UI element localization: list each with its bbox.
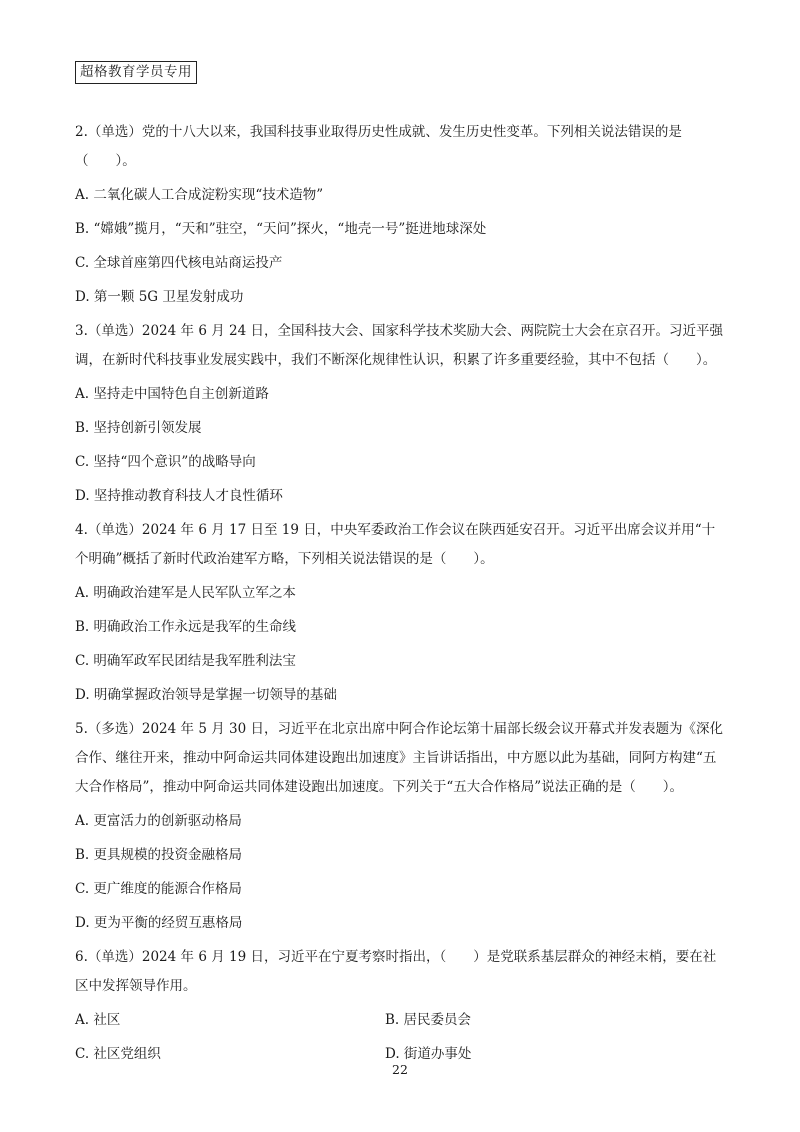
- question-6-option-c: C. 社区党组织: [75, 1046, 161, 1062]
- question-5-stem-line-1: 5.（多选）2024 年 5 月 30 日，习近平在北京出席中阿合作论坛第十届部长级会议开幕式并发表题为《深化: [75, 721, 723, 737]
- question-5-option-b: B. 更具规模的投资金融格局: [75, 847, 243, 863]
- question-4-option-a: A. 明确政治建军是人民军队立军之本: [75, 585, 296, 601]
- question-3-stem-line-1: 3.（单选）2024 年 6 月 24 日，全国科技大会、国家科学技术奖励大会、两院院士大会在京召开。习近平强: [75, 323, 723, 339]
- question-5-option-a: A. 更富活力的创新驱动格局: [75, 813, 242, 829]
- question-4-stem-line-2: 个明确”概括了新时代政治建军方略，下列相关说法错误的是（ ）。: [75, 551, 494, 567]
- question-5-stem-line-3: 大合作格局”，推动中阿命运共同体建设跑出加速度。下列关于“五大合作格局”说法正确的是（ ）。: [75, 779, 683, 795]
- question-2-stem-line-1: 2.（单选）党的十八大以来，我国科技事业取得历史性成就、发生历史性变革。下列相关说法错误的是: [75, 124, 682, 140]
- question-list: [75, 123, 735, 1079]
- question-2-stem-line-2: （ ）。: [75, 153, 136, 169]
- question-6: [75, 948, 735, 1063]
- question-3-option-b: B. 坚持创新引领发展: [75, 420, 202, 436]
- question-6-option-row-2: [75, 1045, 735, 1063]
- header-tag: 超格教育学员专用: [75, 61, 197, 84]
- question-5-stem-line-2: 合作、继往开来，推动中阿命运共同体建设跑出加速度》主旨讲话指出，中方愿以此为基础，同阿方构建“五: [75, 750, 717, 766]
- question-4-option-d: D. 明确掌握政治领导是掌握一切领导的基础: [75, 687, 337, 703]
- question-4: [75, 521, 735, 704]
- question-3-stem-line-2: 调，在新时代科技事业发展实践中，我们不断深化规律性认识，积累了许多重要经验，其中不包括（ ）。: [75, 352, 717, 368]
- question-6-option-d: D. 街道办事处: [385, 1046, 472, 1062]
- question-5-option-c: C. 更广维度的能源合作格局: [75, 881, 242, 897]
- question-5-option-d: D. 更为平衡的经贸互惠格局: [75, 915, 243, 931]
- question-2-option-a: A. 二氧化碳人工合成淀粉实现“技术造物”: [75, 187, 324, 203]
- question-2-option-b: B. “嫦娥”揽月，“天和”驻空，“天问”探火，“地壳一号”挺进地球深处: [75, 221, 487, 237]
- question-6-stem-line-2: 区中发挥领导作用。: [75, 978, 197, 994]
- question-6-option-row-1: [75, 1011, 735, 1029]
- question-2-option-c: C. 全球首座第四代核电站商运投产: [75, 255, 283, 271]
- question-4-option-c: C. 明确军政军民团结是我军胜利法宝: [75, 653, 296, 669]
- question-4-option-b: B. 明确政治工作永远是我军的生命线: [75, 619, 297, 635]
- question-2-option-d: D. 第一颗 5G 卫星发射成功: [75, 289, 244, 305]
- question-6-option-a: A. 社区: [75, 1012, 121, 1028]
- question-6-option-b: B. 居民委员会: [385, 1012, 472, 1028]
- question-3-option-a: A. 坚持走中国特色自主创新道路: [75, 386, 269, 402]
- question-3-option-d: D. 坚持推动教育科技人才良性循环: [75, 488, 283, 504]
- question-3-option-c: C. 坚持“四个意识”的战略导向: [75, 454, 256, 470]
- question-6-stem-line-1: 6.（单选）2024 年 6 月 19 日，习近平在宁夏考察时指出，（ ）是党联系基层群众的神经末梢，要在社: [75, 949, 717, 965]
- question-3: [75, 322, 735, 505]
- question-4-stem-line-1: 4.（单选）2024 年 6 月 17 日至 19 日，中央军委政治工作会议在陕西延安召开。习近平出席会议并用“十: [75, 522, 716, 538]
- question-5: [75, 720, 735, 932]
- page-number: 22: [392, 1062, 408, 1077]
- question-2: [75, 123, 735, 306]
